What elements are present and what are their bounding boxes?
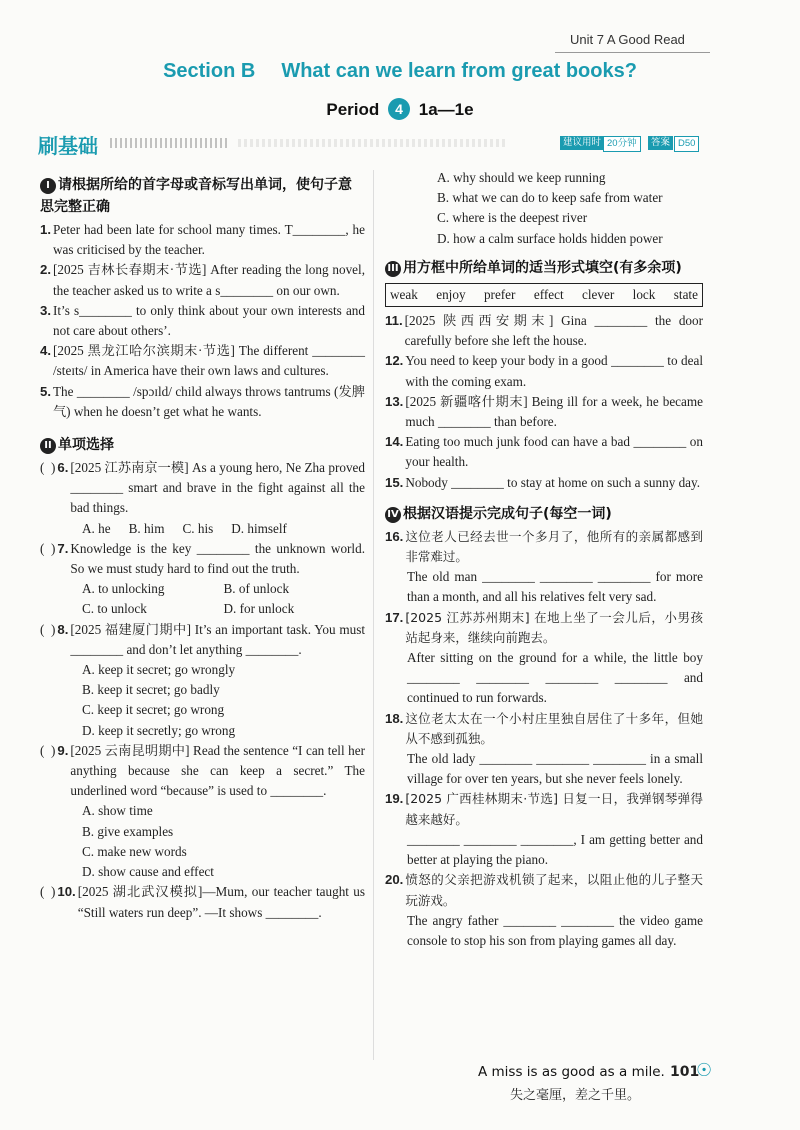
part2-roman: II [40, 438, 56, 454]
proverb-english: A miss is as good as a mile. [478, 1064, 665, 1080]
question-3 [40, 301, 365, 341]
question-text: It’s s________ to only think about your own interests and not care about others’. [53, 302, 365, 339]
question-text: [2025 新疆喀什期末] Being ill for a week, he became much ________ than before. [405, 393, 703, 430]
question-12 [385, 351, 703, 391]
option: A. why should we keep running [437, 170, 606, 185]
period-label: Period [326, 100, 380, 119]
question-number: 16. [385, 528, 404, 544]
part1-roman: I [40, 178, 56, 194]
question-number: 19. [385, 791, 404, 807]
answer-blank[interactable]: ( ) [40, 884, 56, 900]
question-number: 1. [40, 222, 51, 237]
option: A. keep it secret; go wrongly [82, 662, 236, 678]
word-box-item: state [673, 286, 698, 302]
part4-title: 根据汉语提示完成句子(每空一词) [403, 505, 612, 522]
option: D. himself [231, 520, 287, 536]
part2-heading [40, 434, 365, 456]
option: D. how a calm surface holds hidden power [437, 230, 663, 246]
question-text: [2025 福建厦门期中] It’s an important task. You must ________ and don’t let anything ________. [70, 621, 365, 657]
question-text: [2025 湖北武汉模拟]—Mum, our teacher taught us “Still waters run deep”. —It shows ________. [77, 884, 365, 920]
answer-label: 答案 [648, 136, 673, 150]
question-number: 8. [57, 621, 69, 637]
section-heading [0, 60, 800, 83]
question-text: [2025 云南昆明期中] Read the sentence “I can tell her anything because she can keep a secret.” The underlined word “because” is used to ________. [70, 742, 365, 799]
question-text: Nobody ________ to stay at home on such a sunny day. [405, 474, 701, 490]
option: B. him [128, 520, 165, 536]
english-sentence: The angry father ________ ________ the video game console to stop his son from playing games all day. [407, 912, 703, 948]
part3-heading [385, 257, 703, 279]
chinese-prompt: [2025 江苏苏州期末] 在地上坐了一会儿后，小男孩站起身来，继续向前跑去。 [405, 609, 703, 645]
english-sentence: The old lady ________ ________ ________ in a small village for over ten years, but she never feels lonely. [407, 751, 703, 787]
option: A. to unlocking [82, 581, 165, 597]
question-number: 12. [385, 353, 404, 369]
question-9 [40, 741, 365, 802]
question-2 [40, 260, 365, 300]
question-text: The ________ /spɔɪld/ child always throws tantrums (发脾气) when he doesn’t get what he wants. [53, 383, 365, 419]
page-number: 101 [670, 1064, 700, 1080]
option: A. show time [82, 803, 153, 819]
word-box [385, 283, 703, 307]
question-20 [385, 870, 703, 910]
question-text: You need to keep your body in a good ________ to deal with the coming exam. [405, 353, 703, 389]
question-19 [385, 789, 703, 829]
period-number: 4 [388, 98, 410, 120]
section-label: Section B [163, 60, 256, 82]
option: D. for unlock [223, 601, 295, 617]
question-number: 13. [385, 393, 404, 409]
suggest-time-label: 建议用时 [560, 136, 604, 150]
period-heading [0, 98, 800, 120]
question-number: 10. [57, 884, 76, 900]
question-5 [40, 382, 365, 422]
question-number: 4. [40, 343, 51, 359]
section-title: What can we learn from great books? [281, 60, 637, 82]
question-text: [2025 吉林长春期末·节选] After reading the long novel, the teacher asked us to write a s________ on our own. [53, 262, 365, 298]
question-number: 17. [385, 609, 404, 625]
question-number: 11. [385, 313, 403, 329]
question-number: 14. [385, 434, 404, 450]
option: C. his [182, 520, 214, 536]
chinese-prompt: 这位老人已经去世一个多月了，他所有的亲属都感到非常难过。 [405, 528, 703, 565]
option: B. of unlock [223, 581, 290, 597]
option: C. keep it secret; go wrong [82, 702, 225, 718]
part3-roman: III [385, 261, 401, 277]
question-text: Knowledge is the key ________ the unknown world. So we must study hard to find out the truth. [70, 540, 365, 577]
question-number: 20. [385, 872, 404, 888]
header-rule [555, 52, 710, 53]
word-box-item: weak [390, 286, 418, 302]
part4-heading [385, 503, 703, 525]
question-14 [385, 432, 703, 472]
part1-heading [40, 174, 365, 218]
chinese-prompt: 这位老太太在一个小村庄里独自居住了十多年，但她从不感到孤独。 [405, 710, 703, 746]
part1-title: 请根据所给的首字母或音标写出单词，使句子意思完整正确 [40, 177, 352, 215]
question-13 [385, 392, 703, 432]
question-1 [40, 220, 365, 260]
question-4 [40, 341, 365, 381]
question-15 [385, 473, 703, 493]
question-11 [385, 311, 703, 351]
options-6 [40, 519, 365, 539]
question-text: Eating too much junk food can have a bad ________ on your health. [405, 434, 703, 470]
faint-stripes [238, 139, 508, 147]
question-text: [2025 黑龙江哈尔滨期末·节选] The different ________ /steɪts/ in America have their own laws and cultures. [53, 343, 365, 379]
decorative-stripes [110, 138, 230, 148]
practice-banner [38, 130, 702, 156]
column-divider [373, 170, 374, 1060]
question-number: 7. [57, 540, 69, 556]
proverb-chinese: 失之毫厘，差之千里。 [510, 1088, 641, 1103]
word-box-item: prefer [483, 286, 516, 302]
option: B. give examples [82, 823, 174, 839]
question-17 [385, 608, 703, 648]
option: B. what we can do to keep safe from water [437, 190, 663, 206]
question-number: 2. [40, 262, 51, 278]
question-number: 9. [57, 742, 69, 758]
question-text: [2025 江苏南京一模] As a young hero, Ne Zha proved ________ smart and brave in the fight against all the bad things. [70, 460, 365, 516]
question-text: [2025 陕西西安期末] Gina ________ the door carefully before she left the house. [404, 313, 703, 349]
question-number: 3. [40, 302, 51, 318]
part3-title: 用方框中所给单词的适当形式填空(有多余项) [403, 259, 682, 276]
option: D. keep it secretly; go wrong [82, 722, 236, 738]
option: C. where is the deepest river [437, 210, 588, 226]
answer-page: D50 [674, 136, 699, 152]
left-column [40, 170, 365, 923]
question-number: 15. [385, 474, 404, 490]
question-number: 18. [385, 710, 404, 726]
right-column [385, 170, 703, 951]
question-16 [385, 527, 703, 567]
brand-label: 刷基础 [38, 134, 98, 158]
question-number: 6. [57, 460, 69, 476]
options-10 [385, 168, 703, 249]
word-box-item: lock [632, 286, 656, 302]
word-box-item: enjoy [436, 286, 466, 302]
question-6 [40, 458, 365, 519]
question-number: 5. [40, 383, 51, 399]
unit-label: Unit 7 A Good Read [570, 32, 685, 47]
question-8 [40, 620, 365, 660]
question-18 [385, 709, 703, 749]
options-7 [40, 579, 365, 619]
english-sentence: After sitting on the ground for a while, the little boy ________ ________ ________ ________ and continued to run forwards. [407, 650, 703, 706]
word-box-item: clever [582, 286, 615, 302]
options-8 [40, 660, 365, 741]
option: C. to unlock [82, 601, 147, 617]
suggest-time-value: 20分钟 [603, 136, 641, 152]
option: D. show cause and effect [82, 864, 214, 880]
option: C. make new words [82, 843, 187, 859]
option: B. keep it secret; go badly [82, 682, 220, 698]
answer-blank[interactable]: ( ) [40, 540, 56, 556]
english-sentence: The old man ________ ________ ________ for more than a month, and all his relatives felt very sad. [407, 569, 703, 605]
chinese-prompt: 愤怒的父亲把游戏机锁了起来，以阻止他的儿子整天玩游戏。 [405, 872, 703, 908]
lightbulb-icon: ☉ [696, 1060, 713, 1080]
answer-blank[interactable]: ( ) [40, 460, 56, 476]
part2-title: 单项选择 [58, 437, 114, 454]
question-text: Peter had been late for school many times. T________, he was criticised by the teacher. [53, 222, 365, 258]
answer-blank[interactable]: ( ) [40, 742, 56, 758]
chinese-prompt: [2025 广西桂林期末·节选] 日复一日，我弹钢琴弹得越来越好。 [405, 791, 703, 827]
question-7 [40, 539, 365, 579]
word-box-item: effect [533, 286, 564, 302]
part4-roman: IV [385, 507, 401, 523]
option: A. he [82, 520, 111, 536]
answer-blank[interactable]: ( ) [40, 621, 56, 637]
question-10 [40, 882, 365, 922]
period-range: 1a—1e [418, 100, 474, 119]
english-sentence: ________ ________ ________, I am getting better and better at playing the piano. [407, 831, 703, 868]
options-9 [40, 801, 365, 882]
